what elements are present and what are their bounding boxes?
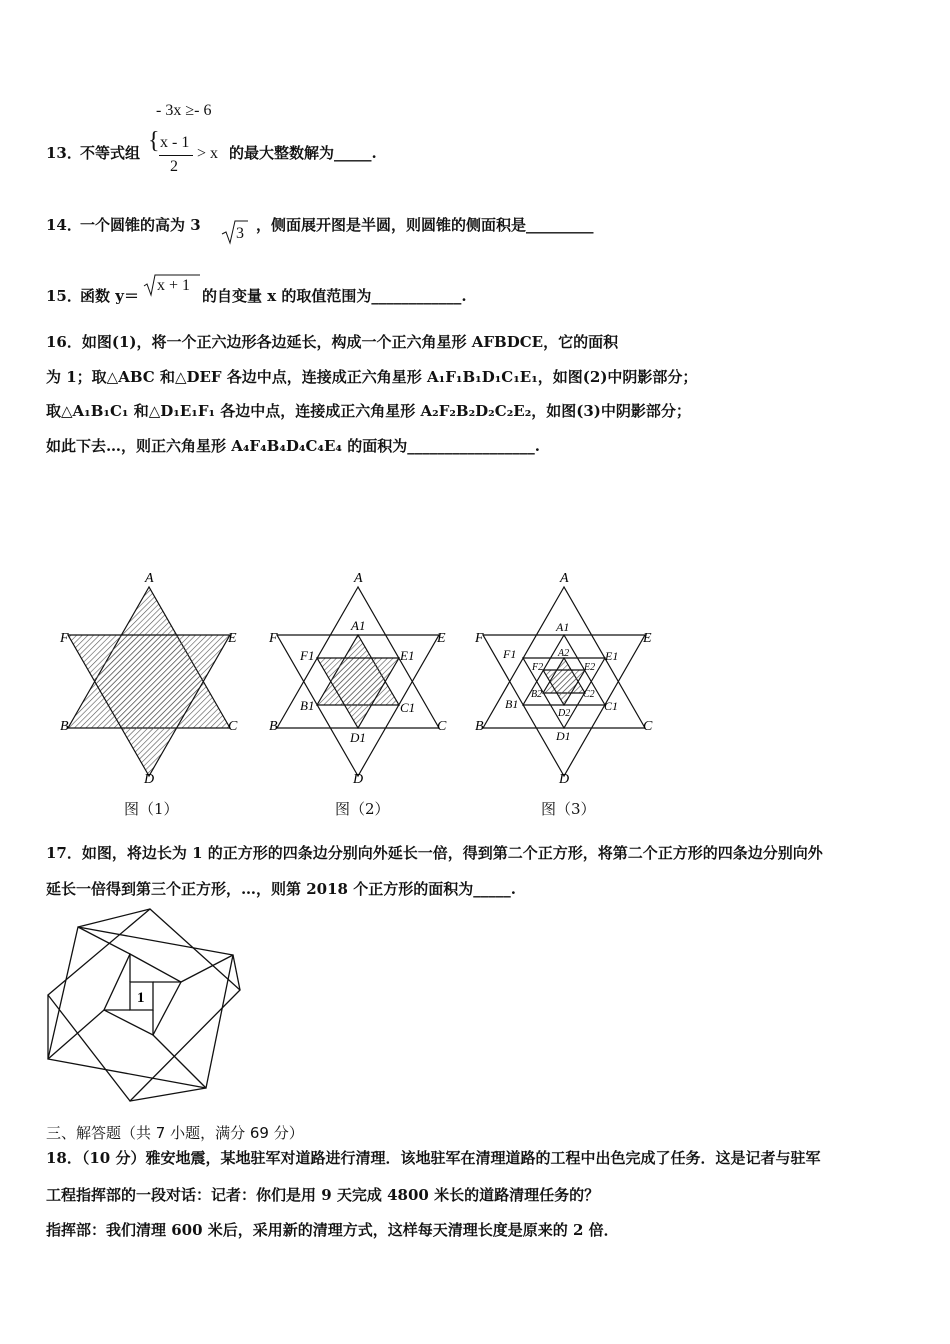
- fig3-label-A2: A2: [558, 648, 570, 659]
- q13-fraction-denominator: 2: [170, 158, 178, 175]
- q14-text-after: ，侧面展开图是半圆，则圆锥的侧面积是_________: [256, 216, 594, 234]
- fig1-label-D: D: [144, 772, 155, 787]
- fig3-label-A1: A1: [556, 620, 570, 634]
- q14-sqrt-value: 3: [236, 225, 244, 242]
- fig3-label-F2: F2: [532, 662, 544, 673]
- q15-text-after: 的自变量 x 的取值范围为____________.: [202, 287, 467, 305]
- q16-line-4: 如此下去…，则正六角星形 A₄F₄B₄D₄C₄E₄ 的面积为_________________.: [46, 437, 540, 455]
- fig3-label-B2: B2: [531, 689, 543, 700]
- q17-figure: [40, 905, 250, 1105]
- fig3-label-D1: D1: [556, 729, 571, 743]
- fig2-label-E1: E1: [400, 648, 415, 663]
- q13-fraction-bar: [159, 155, 193, 156]
- square-1-label: 1: [137, 990, 145, 1006]
- q18-line-2: 工程指挥部的一段对话：记者：你们是用 9 天完成 4800 米长的道路清理任务的？: [46, 1186, 600, 1204]
- section-3-heading: 三、解答题（共 7 小题，满分 69 分）: [46, 1124, 304, 1142]
- fig3-label-F: F: [475, 631, 484, 646]
- fig3-label-C1: C1: [604, 699, 619, 713]
- q18-line-1: 18．（10 分）雅安地震，某地驻军对道路进行清理．该地驻军在清理道路的工程中出色完成了任务．这是记者与驻军: [46, 1149, 821, 1167]
- q16-line-1: 16．如图(1)，将一个正六边形各边延长，构成一个正六角星形 AFBDCE，它的面积: [46, 333, 619, 351]
- q16-line-3: 取△A₁B₁C₁ 和△D₁E₁F₁ 各边中点，连接成正六角星形 A₂F₂B₂D₂C₂E₂，如图(3)中阴影部分；: [46, 402, 691, 420]
- q16-figures: [0, 570, 700, 830]
- q18-line-3: 指挥部：我们清理 600 米后，采用新的清理方式，这样每天清理长度是原来的 2 倍．: [46, 1221, 619, 1239]
- fig1-label-C: C: [228, 719, 238, 734]
- fig2-label-C1: C1: [400, 700, 416, 715]
- q14-sqrt-symbol: [221, 219, 249, 245]
- figure-3: [474, 571, 653, 787]
- fig3-label-F1: F1: [503, 647, 517, 661]
- fig3-label-B1: B1: [505, 697, 519, 711]
- q13-ineq1: - 3x ≥- 6: [156, 102, 212, 119]
- square-3: [48, 927, 233, 1088]
- q13-prefix: 不等式组: [80, 144, 141, 162]
- fig2-label-F1: F1: [300, 648, 315, 663]
- fig3-label-B: B: [475, 719, 484, 734]
- q16-line-2: 为 1；取△ABC 和△DEF 各边中点，连接成正六角星形 A₁F₁B₁D₁C₁E₁，如图(2)中阴影部分；: [46, 368, 698, 386]
- fig3-label-C2: C2: [583, 689, 595, 700]
- q17-line-1: 17．如图，将边长为 1 的正方形的四条边分别向外延长一倍，得到第二个正方形，将第二个正方形的四条边分别向外: [46, 844, 823, 862]
- q13-fraction-numerator: x - 1: [160, 134, 190, 151]
- q15-number: 15．: [46, 287, 82, 305]
- fig1-label-F: F: [60, 631, 69, 646]
- fig1-label-B: B: [60, 719, 69, 734]
- fig2-label-A: A: [354, 571, 363, 586]
- fig3-label-A: A: [560, 571, 569, 586]
- fig2-label-D1: D1: [350, 730, 366, 745]
- fig1-label-E: E: [228, 631, 237, 646]
- fig3-label-E1: E1: [605, 649, 619, 663]
- fig3-label-C: C: [643, 719, 653, 734]
- fig1-label-A: A: [145, 571, 154, 586]
- q15-radicand: x + 1: [157, 277, 191, 294]
- fig2-label-B1: B1: [300, 698, 315, 713]
- fig3-label-D2: D2: [558, 708, 571, 719]
- fig2-caption: 图（2）: [335, 800, 390, 818]
- q14-text-before: 一个圆锥的高为 3: [80, 216, 201, 234]
- fig1-caption: 图（1）: [124, 800, 179, 818]
- q13-brace: {: [148, 128, 160, 154]
- fig2-label-C: C: [437, 719, 447, 734]
- fig3-caption: 图（3）: [541, 800, 596, 818]
- q13-suffix: 的最大整数解为_____.: [229, 144, 377, 162]
- q14-number: 14．: [46, 216, 82, 234]
- fig2-label-B: B: [269, 719, 278, 734]
- figure-2: [268, 571, 447, 787]
- fig3-label-D: D: [559, 772, 570, 787]
- fig3-label-E2: E2: [584, 662, 596, 673]
- fig2-label-A1: A1: [351, 618, 366, 633]
- figure-1: [59, 571, 238, 787]
- q15-text-before: 函数 y＝: [80, 287, 139, 305]
- fig2-label-E: E: [437, 631, 446, 646]
- q13-number: 13．: [46, 144, 82, 162]
- fig2-label-D: D: [353, 772, 364, 787]
- fig3-label-E: E: [643, 631, 652, 646]
- fig2-label-F: F: [269, 631, 278, 646]
- q13-greater-than: > x: [197, 145, 219, 162]
- q17-line-2: 延长一倍得到第三个正方形，…，则第 2018 个正方形的面积为_____.: [46, 880, 516, 898]
